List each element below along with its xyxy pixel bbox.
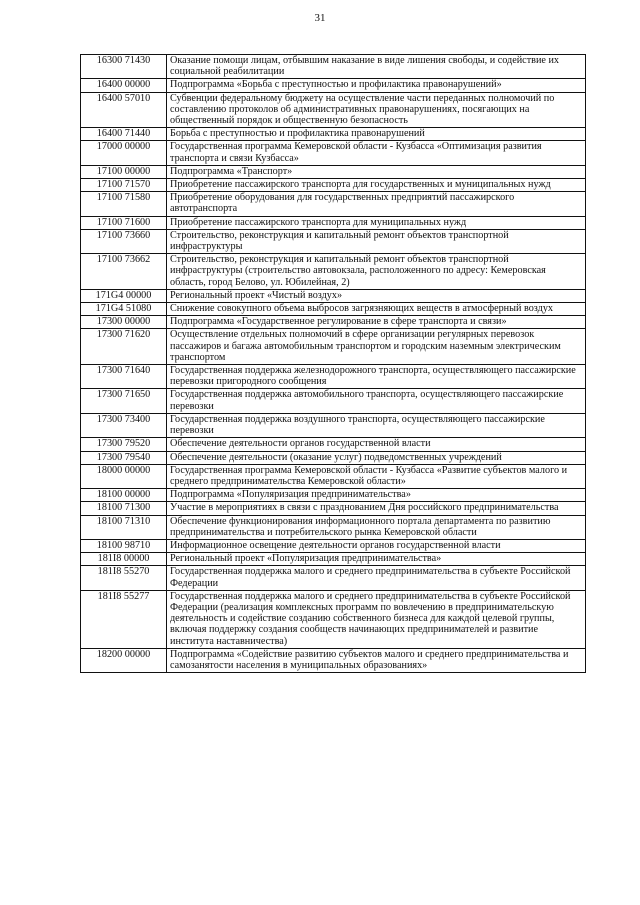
row-name: Государственная программа Кемеровской области - Кузбасса «Оптимизация развития транспорта и связи Кузбасса» <box>167 141 586 165</box>
row-code: 16400 00000 <box>81 79 167 92</box>
row-name: Борьба с преступностью и профилактика правонарушений <box>167 128 586 141</box>
table-row <box>81 165 586 178</box>
row-code: 17100 71580 <box>81 192 167 216</box>
row-code: 181I8 00000 <box>81 553 167 566</box>
row-code: 17100 00000 <box>81 165 167 178</box>
table-row <box>81 539 586 552</box>
row-name: Обеспечение деятельности органов государственной власти <box>167 438 586 451</box>
row-name: Обеспечение функционирования информационного портала департамента по развитию предпринимательства и потребительского рынка Кемеровской области <box>167 515 586 539</box>
row-code: 171G4 00000 <box>81 289 167 302</box>
row-name: Приобретение оборудования для государственных предприятий пассажирского автотранспорта <box>167 192 586 216</box>
row-name: Государственная программа Кемеровской области - Кузбасса «Развитие субъектов малого и среднего предпринимательства Кемеровской области» <box>167 464 586 488</box>
table-row <box>81 553 586 566</box>
table-row <box>81 451 586 464</box>
row-name: Субвенции федеральному бюджету на осуществление части переданных полномочий по составлению протоколов об административных правонарушениях, посягающих на общественный порядок и общественную безопасность <box>167 92 586 128</box>
row-code: 171G4 51080 <box>81 303 167 316</box>
row-name: Государственная поддержка малого и среднего предпринимательства в субъекте Российской Федерации <box>167 566 586 590</box>
row-name: Обеспечение деятельности (оказание услуг) подведомственных учреждений <box>167 451 586 464</box>
classification-table <box>80 54 586 673</box>
row-code: 17100 73660 <box>81 229 167 253</box>
row-name: Государственная поддержка железнодорожного транспорта, осуществляющего пассажирские перевозки пригородного сообщения <box>167 365 586 389</box>
table-row <box>81 464 586 488</box>
row-code: 16300 71430 <box>81 55 167 79</box>
table-body <box>81 55 586 673</box>
row-code: 18200 00000 <box>81 648 167 672</box>
table-row <box>81 303 586 316</box>
table-row <box>81 489 586 502</box>
row-name: Снижение совокупного объема выбросов загрязняющих веществ в атмосферный воздух <box>167 303 586 316</box>
row-name: Подпрограмма «Борьба с преступностью и профилактика правонарушений» <box>167 79 586 92</box>
row-code: 16400 71440 <box>81 128 167 141</box>
table-row <box>81 515 586 539</box>
table-row <box>81 389 586 413</box>
table-row <box>81 502 586 515</box>
row-name: Подпрограмма «Содействие развитию субъектов малого и среднего предпринимательства и самозанятости населения в муниципальных образованиях» <box>167 648 586 672</box>
row-name: Участие в мероприятиях в связи с празднованием Дня российского предпринимательства <box>167 502 586 515</box>
table-row <box>81 590 586 648</box>
table-row <box>81 141 586 165</box>
row-name: Строительство, реконструкция и капитальный ремонт объектов транспортной инфраструктуры <box>167 229 586 253</box>
table-row <box>81 179 586 192</box>
row-code: 17300 71620 <box>81 329 167 365</box>
row-name: Оказание помощи лицам, отбывшим наказание в виде лишения свободы, и содействие их социальной реабилитации <box>167 55 586 79</box>
row-code: 16400 57010 <box>81 92 167 128</box>
row-code: 17300 00000 <box>81 316 167 329</box>
row-name: Подпрограмма «Государственное регулирование в сфере транспорта и связи» <box>167 316 586 329</box>
row-code: 181I8 55270 <box>81 566 167 590</box>
table-row <box>81 648 586 672</box>
table-row <box>81 229 586 253</box>
table-row <box>81 316 586 329</box>
row-name: Информационное освещение деятельности органов государственной власти <box>167 539 586 552</box>
row-name: Государственная поддержка автомобильного транспорта, осуществляющего пассажирские перевозки <box>167 389 586 413</box>
table-row <box>81 413 586 437</box>
row-code: 17300 71640 <box>81 365 167 389</box>
row-name: Государственная поддержка воздушного транспорта, осуществляющего пассажирские перевозки <box>167 413 586 437</box>
page-number: 31 <box>314 12 326 24</box>
row-code: 18100 71310 <box>81 515 167 539</box>
row-name: Подпрограмма «Популяризация предпринимательства» <box>167 489 586 502</box>
table-row <box>81 566 586 590</box>
row-name: Приобретение пассажирского транспорта для государственных и муниципальных нужд <box>167 179 586 192</box>
row-code: 17100 73662 <box>81 254 167 290</box>
row-code: 181I8 55277 <box>81 590 167 648</box>
row-name: Региональный проект «Чистый воздух» <box>167 289 586 302</box>
table-row <box>81 128 586 141</box>
table-row <box>81 289 586 302</box>
row-code: 18100 71300 <box>81 502 167 515</box>
table-row <box>81 79 586 92</box>
table-row <box>81 254 586 290</box>
table-row <box>81 365 586 389</box>
row-code: 18000 00000 <box>81 464 167 488</box>
row-code: 17300 79520 <box>81 438 167 451</box>
row-name: Строительство, реконструкция и капитальный ремонт объектов транспортной инфраструктуры (строительство автовокзала, расположенного по адресу: Кемеровская область, город Белово, ул. Юбилейная, 2) <box>167 254 586 290</box>
row-name: Приобретение пассажирского транспорта для муниципальных нужд <box>167 216 586 229</box>
row-code: 17100 71600 <box>81 216 167 229</box>
row-code: 17300 71650 <box>81 389 167 413</box>
row-name: Государственная поддержка малого и среднего предпринимательства в субъекте Российской Федерации (реализация комплексных программ по вовлечению в предпринимательскую деятельность и содействие созданию собственного бизнеса для каждой целевой группы, включая поддержку создания сообществ начинающих предпринимателей и развитие института наставничества) <box>167 590 586 648</box>
row-name: Осуществление отдельных полномочий в сфере организации регулярных перевозок пассажиров и багажа автомобильным транспортом и городским наземным электрическим транспортом <box>167 329 586 365</box>
table-row <box>81 55 586 79</box>
row-code: 17100 71570 <box>81 179 167 192</box>
row-name: Региональный проект «Популяризация предпринимательства» <box>167 553 586 566</box>
row-name: Подпрограмма «Транспорт» <box>167 165 586 178</box>
row-code: 17000 00000 <box>81 141 167 165</box>
table-row <box>81 438 586 451</box>
table-row <box>81 92 586 128</box>
table-row <box>81 192 586 216</box>
table-row <box>81 329 586 365</box>
row-code: 18100 00000 <box>81 489 167 502</box>
row-code: 17300 79540 <box>81 451 167 464</box>
table-row <box>81 216 586 229</box>
row-code: 18100 98710 <box>81 539 167 552</box>
row-code: 17300 73400 <box>81 413 167 437</box>
